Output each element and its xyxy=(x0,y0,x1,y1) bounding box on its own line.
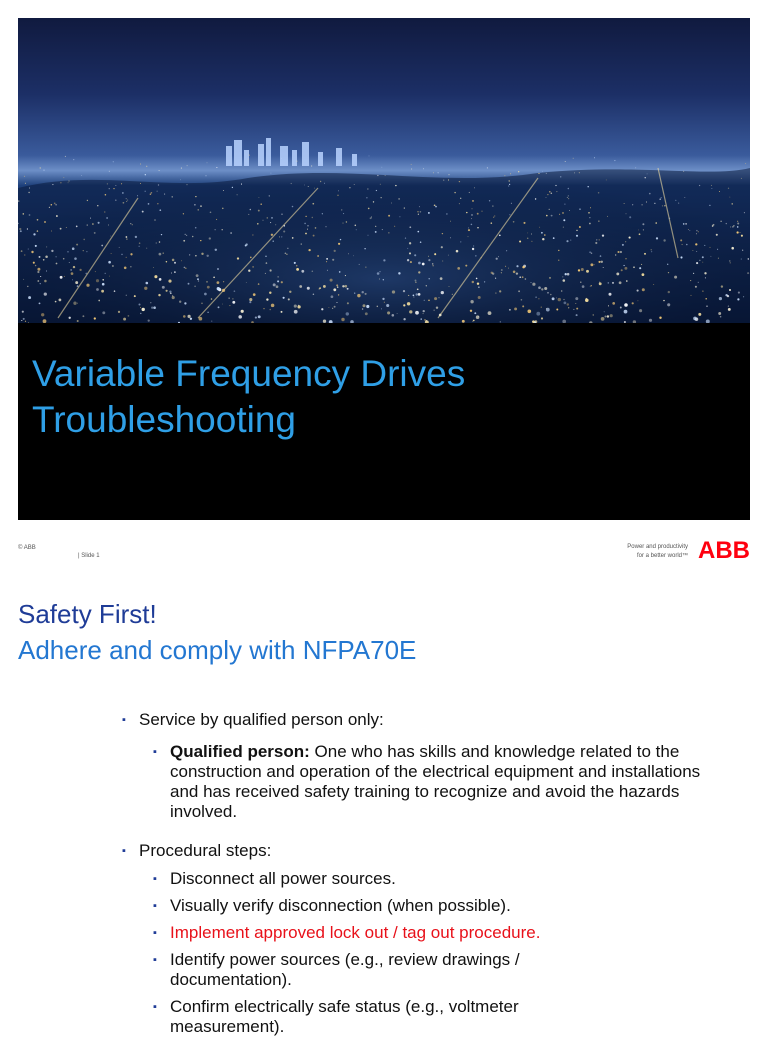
bullet-text: Service by qualified person only: xyxy=(139,710,384,729)
step-item xyxy=(170,869,715,889)
step-text: Identify power sources (e.g., review drawings / documentation). xyxy=(170,950,520,989)
list-item xyxy=(139,841,719,861)
slide-title-line1: Variable Frequency Drives xyxy=(32,353,466,394)
safety-subtitle: Adhere and comply with NFPA70E xyxy=(18,635,417,665)
list-item xyxy=(139,710,719,730)
bullet-marker: ▪ xyxy=(122,714,126,726)
step-text: Implement approved lock out / tag out procedure. xyxy=(170,923,541,942)
footer-slide-number: | Slide 1 xyxy=(78,553,100,559)
safety-slide xyxy=(0,575,768,1036)
safety-title: Safety First! xyxy=(18,599,157,629)
sub-bullet-marker: ▪ xyxy=(153,746,157,758)
sub-bullet-marker: ▪ xyxy=(153,954,157,966)
step-text: Confirm electrically safe status (e.g., voltmeter measurement). xyxy=(170,997,519,1036)
title-band xyxy=(18,323,750,520)
city-lights-image xyxy=(18,18,750,323)
tagline-line1: Power and productivity xyxy=(627,544,688,550)
step-item xyxy=(170,950,590,990)
abb-logo xyxy=(698,537,752,561)
abb-logo-text: ABB xyxy=(698,537,750,561)
qualified-person-definition: One who has skills and knowledge related to the construction and operation of the electrical equipment and installations and has received safety training to recognize and avoid the hazards involved. xyxy=(170,742,701,821)
sub-bullet-marker: ▪ xyxy=(153,900,157,912)
step-item xyxy=(170,997,590,1037)
list-item xyxy=(170,742,715,822)
qualified-person-label: Qualified person: xyxy=(170,742,310,761)
step-text: Visually verify disconnection (when possible). xyxy=(170,896,511,915)
footer-copyright: © ABB xyxy=(18,545,36,551)
tagline xyxy=(627,543,688,561)
step-item xyxy=(170,896,715,916)
city-night-photo xyxy=(18,18,750,323)
step-text: Disconnect all power sources. xyxy=(170,869,396,888)
sub-bullet-marker: ▪ xyxy=(153,873,157,885)
sub-bullet-marker: ▪ xyxy=(153,927,157,939)
slide-title-line2: Troubleshooting xyxy=(32,399,296,440)
bullet-marker: ▪ xyxy=(122,845,126,857)
step-item-highlighted xyxy=(170,923,715,943)
bullet-text: Procedural steps: xyxy=(139,841,272,860)
tagline-line2: for a better world™ xyxy=(636,553,688,559)
sub-bullet-marker: ▪ xyxy=(153,1001,157,1013)
